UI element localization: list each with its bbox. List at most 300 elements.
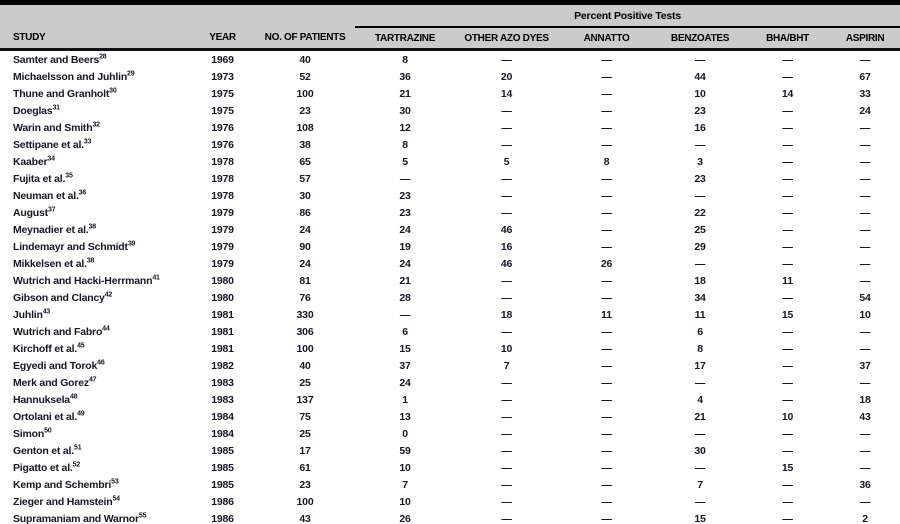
tartrazine-cell: 26 — [399, 512, 411, 524]
aspirin-cell: — — [859, 155, 871, 168]
tartrazine-cell: 1 — [402, 393, 408, 406]
year-cell: 1976 — [211, 121, 234, 134]
annatto-cell: — — [601, 325, 612, 338]
table-row — [0, 50, 900, 69]
benzoates-cell: — — [694, 53, 706, 66]
benzoates-cell: 7 — [697, 478, 703, 491]
study-name: Kirchoff et al. — [13, 342, 78, 355]
column-header-study: STUDY — [0, 27, 190, 50]
bha_bht-cell: — — [782, 512, 793, 524]
study-cell — [0, 306, 190, 323]
other_azo_dyes-cell: — — [501, 138, 512, 151]
aspirin-cell: 10 — [859, 308, 871, 321]
reference-superscript: 38 — [88, 223, 96, 230]
annatto-cell: — — [601, 478, 612, 491]
aspirin-cell: 37 — [859, 359, 871, 372]
year-cell: 1982 — [211, 359, 234, 372]
year-cell: 1979 — [211, 206, 234, 219]
bha_bht-cell: — — [782, 240, 793, 253]
bha_bht-cell: — — [782, 444, 793, 457]
other_azo_dyes-cell: 5 — [503, 155, 510, 168]
table-row — [0, 323, 900, 340]
reference-superscript: 37 — [47, 206, 56, 213]
year-cell: 1981 — [211, 342, 234, 355]
tartrazine-cell: 30 — [399, 104, 411, 117]
year-cell: 1969 — [211, 53, 234, 66]
patients-cell: 24 — [299, 257, 311, 270]
study-name: Mikkelsen et al. — [13, 257, 87, 270]
study-cell — [0, 119, 190, 136]
other_azo_dyes-cell: — — [501, 461, 512, 474]
benzoates-cell: 16 — [694, 121, 706, 134]
other_azo_dyes-cell: 46 — [500, 223, 513, 236]
study-name: Supramaniam and Warnor — [13, 512, 139, 524]
bha_bht-cell: — — [782, 223, 793, 236]
other_azo_dyes-cell: 18 — [500, 308, 513, 321]
table-row — [0, 221, 900, 238]
aspirin-cell: — — [859, 223, 871, 236]
column-header-aspirin: ASPIRIN — [830, 27, 900, 50]
annatto-cell: — — [601, 410, 612, 423]
table-body — [0, 50, 900, 524]
study-name: Ortolani et al. — [13, 410, 78, 423]
bha_bht-cell: — — [782, 172, 793, 185]
patients-cell: 137 — [296, 393, 314, 406]
reference-superscript: 38 — [86, 257, 95, 264]
aspirin-cell: — — [859, 240, 871, 253]
table-row — [0, 119, 900, 136]
study-name: Fujita et al. — [13, 172, 66, 185]
year-cell: 1985 — [211, 444, 234, 457]
bha_bht-cell: — — [782, 376, 793, 389]
tartrazine-cell: 10 — [399, 495, 411, 508]
study-cell — [0, 102, 190, 119]
reference-superscript: 34 — [47, 155, 55, 162]
annatto-cell: — — [601, 87, 612, 100]
annatto-cell: — — [601, 189, 612, 202]
year-cell: 1985 — [211, 461, 234, 474]
aspirin-cell: — — [859, 138, 871, 151]
bha_bht-cell: — — [782, 427, 793, 440]
aspirin-cell: 36 — [859, 478, 871, 491]
aspirin-cell: — — [859, 189, 871, 202]
patients-cell: 86 — [299, 206, 311, 219]
tartrazine-cell: 0 — [402, 427, 408, 440]
aspirin-cell: — — [859, 461, 871, 474]
year-cell: 1983 — [211, 376, 234, 389]
reference-superscript: 28 — [99, 53, 107, 60]
study-cell — [0, 357, 190, 374]
annatto-cell: — — [601, 376, 612, 389]
patients-cell: 306 — [296, 325, 314, 338]
benzoates-cell: 6 — [697, 325, 703, 338]
table-header — [0, 5, 900, 50]
study-cell — [0, 289, 190, 306]
study-name: Egyedi and Torok — [13, 359, 98, 372]
table-row — [0, 85, 900, 102]
other_azo_dyes-cell: — — [501, 206, 512, 219]
annatto-cell: — — [601, 512, 612, 524]
annatto-cell: — — [601, 359, 612, 372]
aspirin-cell: — — [859, 274, 871, 287]
bha_bht-cell: 10 — [781, 410, 794, 423]
tartrazine-cell: 7 — [402, 478, 408, 491]
study-name: Doeglas — [13, 104, 53, 117]
study-name: Neuman et al. — [13, 189, 79, 202]
study-cell — [0, 425, 190, 442]
study-cell — [0, 459, 190, 476]
benzoates-cell: 23 — [694, 172, 706, 185]
benzoates-cell: 21 — [694, 410, 706, 423]
benzoates-cell: — — [694, 461, 706, 474]
annatto-cell: — — [601, 495, 612, 508]
benzoates-cell: — — [694, 376, 706, 389]
patients-cell: 23 — [299, 104, 311, 117]
benzoates-cell: 22 — [694, 206, 706, 219]
annatto-cell: — — [601, 291, 612, 304]
reference-superscript: 51 — [74, 444, 82, 451]
column-header-annatto: ANNATTO — [558, 27, 655, 50]
study-name: Wutrich and Fabro — [13, 325, 103, 338]
reference-superscript: 50 — [44, 427, 52, 434]
benzoates-cell: — — [694, 138, 706, 151]
other_azo_dyes-cell: 16 — [500, 240, 513, 253]
reference-superscript: 44 — [102, 325, 110, 332]
study-name: Gibson and Clancy — [13, 291, 105, 304]
patients-cell: 17 — [299, 444, 311, 457]
table-row — [0, 425, 900, 442]
bha_bht-cell: 11 — [782, 274, 793, 287]
study-cell — [0, 136, 190, 153]
study-name: Settipane et al. — [13, 138, 84, 151]
study-cell — [0, 476, 190, 493]
patients-cell: 65 — [299, 155, 311, 168]
bha_bht-cell: 15 — [781, 308, 794, 321]
benzoates-cell: — — [694, 189, 706, 202]
reference-superscript: 45 — [77, 342, 85, 349]
table-row — [0, 187, 900, 204]
patients-cell: 61 — [299, 461, 311, 474]
annatto-cell: — — [601, 172, 612, 185]
benzoates-cell: 15 — [694, 512, 706, 524]
column-header-benzoates: BENZOATES — [655, 27, 745, 50]
study-cell — [0, 238, 190, 255]
benzoates-cell: 18 — [694, 274, 706, 287]
reference-superscript: 49 — [77, 410, 85, 417]
reference-superscript: 32 — [92, 121, 100, 128]
table-row — [0, 476, 900, 493]
patients-cell: 330 — [296, 308, 314, 321]
patients-cell: 23 — [299, 478, 311, 491]
tartrazine-cell: 37 — [399, 359, 411, 372]
aspirin-cell: 24 — [859, 104, 871, 117]
patients-cell: 52 — [299, 70, 311, 83]
column-header-other-azo-dyes: OTHER AZO DYES — [455, 27, 558, 50]
study-name: Kaaber — [13, 155, 48, 168]
study-cell — [0, 323, 190, 340]
tartrazine-cell: 8 — [402, 53, 408, 66]
study-name: Pigatto et al. — [13, 461, 73, 474]
study-name: August — [13, 206, 48, 219]
reference-superscript: 52 — [72, 461, 81, 468]
aspirin-cell: — — [859, 325, 871, 338]
reference-superscript: 30 — [109, 87, 117, 94]
study-cell — [0, 272, 190, 289]
study-cell — [0, 493, 190, 510]
column-header-year: YEAR — [190, 27, 255, 50]
table-row — [0, 357, 900, 374]
year-cell: 1984 — [211, 427, 234, 440]
patients-cell: 100 — [296, 342, 314, 355]
annatto-cell: 26 — [600, 257, 613, 270]
table-row — [0, 102, 900, 119]
benzoates-cell: — — [694, 495, 706, 508]
study-name: Samter and Beers — [13, 53, 100, 66]
bha_bht-cell: — — [782, 359, 793, 372]
bha_bht-cell: 14 — [781, 87, 794, 100]
other_azo_dyes-cell: — — [501, 427, 512, 440]
other_azo_dyes-cell: — — [501, 376, 512, 389]
benzoates-cell: 4 — [697, 393, 703, 406]
patients-cell: 43 — [299, 512, 311, 524]
tartrazine-cell: — — [399, 172, 411, 185]
other_azo_dyes-cell: — — [501, 478, 512, 491]
tartrazine-cell: 15 — [399, 342, 411, 355]
other_azo_dyes-cell: — — [501, 393, 512, 406]
benzoates-cell: 44 — [694, 70, 706, 83]
study-cell — [0, 408, 190, 425]
table-row — [0, 204, 900, 221]
reference-superscript: 35 — [65, 172, 73, 179]
annatto-cell: — — [601, 223, 612, 236]
tartrazine-cell: 24 — [399, 223, 411, 236]
tartrazine-cell: 59 — [399, 444, 411, 457]
benzoates-cell: 29 — [694, 240, 706, 253]
study-name: Thune and Granholt — [13, 87, 110, 100]
study-name: Simon — [13, 427, 45, 440]
aspirin-cell: 67 — [859, 70, 871, 83]
annatto-cell: — — [601, 240, 612, 253]
annatto-cell: 11 — [601, 308, 612, 321]
other_azo_dyes-cell: 14 — [500, 87, 513, 100]
other_azo_dyes-cell: — — [501, 104, 512, 117]
benzoates-cell: 8 — [697, 342, 703, 355]
table-row — [0, 510, 900, 524]
benzoates-cell: 30 — [694, 444, 706, 457]
bha_bht-cell: — — [782, 189, 793, 202]
study-name: Genton et al. — [13, 444, 74, 457]
aspirin-cell: — — [859, 342, 871, 355]
aspirin-cell: 2 — [862, 512, 868, 524]
patients-cell: 81 — [299, 274, 311, 287]
year-cell: 1979 — [211, 257, 234, 270]
study-cell — [0, 510, 190, 524]
study-cell — [0, 170, 190, 187]
benzoates-cell: 3 — [697, 155, 703, 168]
reference-superscript: 43 — [42, 308, 51, 315]
annatto-cell: — — [601, 274, 612, 287]
benzoates-cell: 34 — [694, 291, 706, 304]
reference-superscript: 29 — [127, 70, 135, 77]
table-row — [0, 408, 900, 425]
aspirin-cell: — — [859, 53, 871, 66]
study-cell — [0, 68, 190, 85]
aspirin-cell: 18 — [859, 393, 871, 406]
other_azo_dyes-cell: 20 — [500, 70, 513, 83]
study-name: Merk and Gorez — [13, 376, 89, 389]
other_azo_dyes-cell: — — [501, 410, 512, 423]
study-name: Michaelsson and Juhlin — [13, 70, 128, 83]
reference-superscript: 33 — [83, 138, 92, 145]
bha_bht-cell: — — [782, 342, 793, 355]
bha_bht-cell: — — [782, 325, 793, 338]
table-row — [0, 391, 900, 408]
other_azo_dyes-cell: 7 — [503, 359, 510, 372]
percent-positive-tests-table — [0, 5, 900, 524]
bha_bht-cell: — — [782, 53, 793, 66]
other_azo_dyes-cell: — — [501, 121, 512, 134]
table-row — [0, 340, 900, 357]
table-row — [0, 153, 900, 170]
reference-superscript: 36 — [78, 189, 87, 196]
year-cell: 1979 — [211, 240, 234, 253]
other_azo_dyes-cell: — — [501, 325, 512, 338]
tartrazine-cell: 23 — [399, 189, 411, 202]
bha_bht-cell: — — [782, 257, 793, 270]
other_azo_dyes-cell: — — [501, 172, 512, 185]
reference-superscript: 41 — [152, 274, 160, 281]
bha_bht-cell: — — [782, 70, 793, 83]
year-cell: 1978 — [211, 172, 234, 185]
table-row — [0, 493, 900, 510]
patients-cell: 75 — [299, 410, 311, 423]
table-row — [0, 170, 900, 187]
benzoates-cell: 25 — [694, 223, 706, 236]
patients-cell: 100 — [296, 87, 314, 100]
patients-cell: 57 — [299, 172, 311, 185]
tartrazine-cell: 21 — [399, 274, 411, 287]
reference-superscript: 39 — [127, 240, 136, 247]
year-cell: 1975 — [211, 87, 234, 100]
annatto-cell: — — [601, 104, 612, 117]
reference-superscript: 54 — [112, 495, 120, 502]
annatto-cell: — — [601, 206, 612, 219]
bha_bht-cell: — — [782, 155, 793, 168]
tartrazine-cell: 36 — [399, 70, 411, 83]
annatto-cell: — — [601, 393, 612, 406]
reference-superscript: 55 — [138, 512, 147, 519]
tartrazine-cell: 6 — [402, 325, 408, 338]
annatto-cell: — — [601, 53, 612, 66]
other_azo_dyes-cell: — — [501, 291, 512, 304]
study-cell — [0, 187, 190, 204]
patients-cell: 40 — [299, 53, 311, 66]
tartrazine-cell: 23 — [399, 206, 411, 219]
tartrazine-cell: 8 — [402, 138, 408, 151]
patients-cell: 38 — [299, 138, 311, 151]
annatto-cell: — — [601, 461, 612, 474]
annatto-cell: — — [601, 138, 612, 151]
column-header-patients: NO. OF PATIENTS — [255, 27, 355, 50]
tartrazine-cell: 24 — [399, 257, 411, 270]
study-cell — [0, 391, 190, 408]
benzoates-cell: 23 — [694, 104, 706, 117]
aspirin-cell: 54 — [859, 291, 871, 304]
benzoates-cell: 11 — [694, 308, 706, 321]
year-cell: 1973 — [211, 70, 234, 83]
table-row — [0, 238, 900, 255]
reference-superscript: 48 — [69, 393, 78, 400]
other_azo_dyes-cell: — — [501, 444, 512, 457]
annatto-cell: — — [601, 70, 612, 83]
patients-cell: 25 — [299, 427, 311, 440]
annatto-cell: — — [601, 342, 612, 355]
study-cell — [0, 204, 190, 221]
table-row — [0, 255, 900, 272]
benzoates-cell: — — [694, 257, 706, 270]
tartrazine-cell: — — [399, 308, 411, 321]
year-cell: 1980 — [211, 291, 234, 304]
year-cell: 1979 — [211, 223, 234, 236]
year-cell: 1976 — [211, 138, 234, 151]
tartrazine-cell: 5 — [402, 155, 408, 168]
study-cell — [0, 340, 190, 357]
tartrazine-cell: 19 — [399, 240, 411, 253]
year-cell: 1983 — [211, 393, 234, 406]
bha_bht-cell: — — [782, 206, 793, 219]
tartrazine-cell: 10 — [399, 461, 411, 474]
patients-cell: 30 — [299, 189, 311, 202]
study-cell — [0, 153, 190, 170]
column-header-tartrazine: TARTRAZINE — [355, 27, 455, 50]
other_azo_dyes-cell: — — [501, 274, 512, 287]
benzoates-cell: 10 — [694, 87, 706, 100]
table-row — [0, 306, 900, 323]
study-name: Zieger and Hamstein — [13, 495, 113, 508]
study-name: Lindemayr and Schmidt — [13, 240, 128, 253]
reference-superscript: 46 — [97, 359, 105, 366]
year-cell: 1978 — [211, 189, 234, 202]
annatto-cell: — — [601, 121, 612, 134]
year-cell: 1978 — [211, 155, 234, 168]
study-cell — [0, 255, 190, 272]
other_azo_dyes-cell: — — [501, 512, 512, 524]
patients-cell: 40 — [299, 359, 311, 372]
bha_bht-cell: 15 — [781, 461, 794, 474]
year-cell: 1980 — [211, 274, 234, 287]
table-row — [0, 289, 900, 306]
reference-superscript: 42 — [104, 291, 113, 298]
year-cell: 1986 — [211, 512, 234, 524]
other_azo_dyes-cell: — — [501, 53, 512, 66]
study-cell — [0, 374, 190, 391]
year-cell: 1981 — [211, 325, 234, 338]
study-name: Hannuksela — [13, 393, 70, 406]
year-cell: 1975 — [211, 104, 234, 117]
year-cell: 1984 — [211, 410, 234, 423]
reference-superscript: 31 — [52, 104, 60, 111]
patients-cell: 76 — [299, 291, 311, 304]
reference-superscript: 47 — [88, 376, 97, 383]
bha_bht-cell: — — [782, 478, 793, 491]
aspirin-cell: — — [859, 257, 871, 270]
other_azo_dyes-cell: — — [501, 189, 512, 202]
group-header: Percent Positive Tests — [355, 5, 900, 27]
table-row — [0, 272, 900, 289]
tartrazine-cell: 12 — [399, 121, 411, 134]
tartrazine-cell: 13 — [399, 410, 411, 423]
study-name: Warin and Smith — [13, 121, 93, 134]
